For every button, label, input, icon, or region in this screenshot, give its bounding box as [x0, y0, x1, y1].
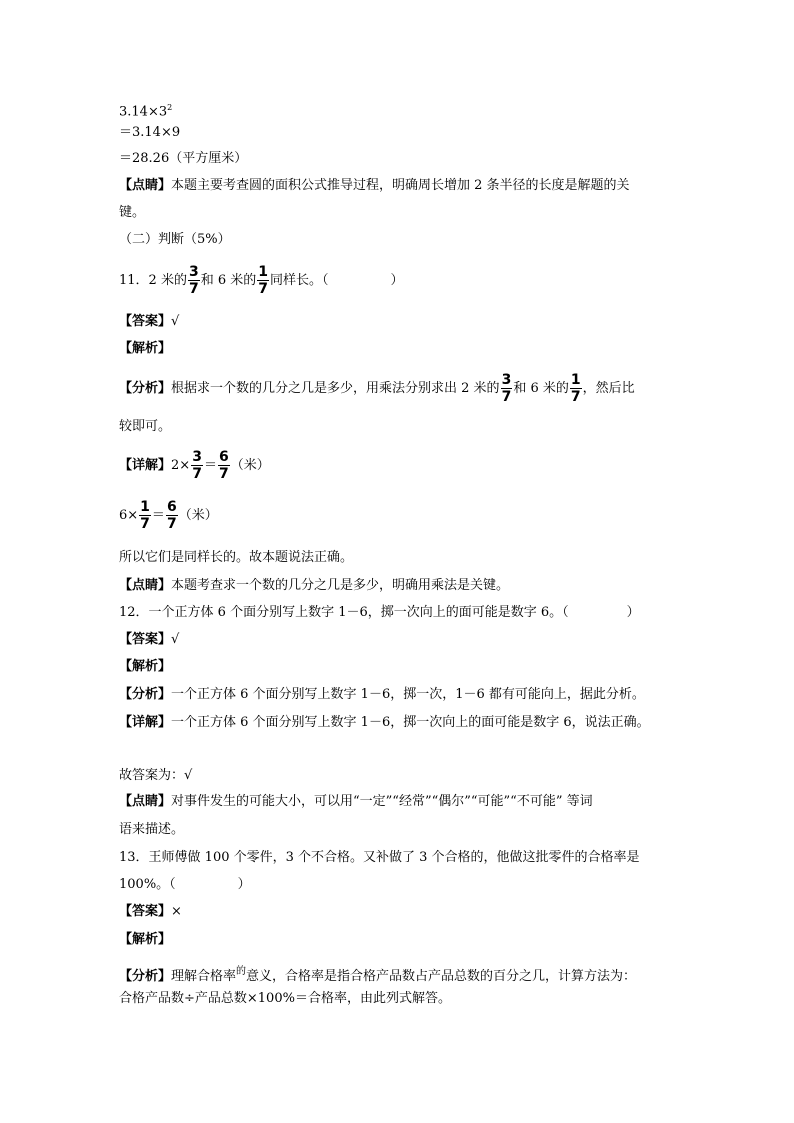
q12-close: ）	[626, 605, 640, 620]
q13-close: ）	[237, 877, 251, 892]
fraction-numerator: 6	[166, 499, 177, 515]
answer-tag: 【答案】	[119, 314, 172, 329]
q11-answer	[119, 314, 179, 330]
q13-question-cont-text: 100%。（	[119, 877, 176, 892]
q11-dianjing-text: 本题考查求一个数的几分之几是多少，明确用乘法是关键。	[171, 578, 510, 593]
fraction-denominator: 7	[140, 516, 150, 532]
q11-close: ）	[390, 273, 404, 288]
q13-analysis	[119, 964, 636, 985]
jiexi-tag: 【解析】	[119, 932, 172, 947]
fraction-1-7	[570, 372, 582, 405]
q11-mid: 和 6 米的	[200, 273, 257, 288]
dianjing-tag: 【点睛】	[119, 794, 172, 809]
q11-detail-2	[119, 497, 218, 535]
q12-dianjing-text: 对事件发生的可能大小，可以用“一定”“经常”“偶尔”“可能”“不可能” 等词	[171, 794, 593, 809]
q11-analysis-suffix: ，然后比	[582, 381, 635, 396]
calc-line-1-base: 3.14×3	[119, 104, 168, 120]
fraction-denominator: 7	[166, 516, 177, 532]
calc-line-1	[119, 100, 172, 120]
fraction-numerator: 1	[570, 372, 581, 388]
q13-answer	[119, 904, 182, 920]
answer-tag: 【答案】	[119, 632, 172, 647]
q13-question: 13．王师傅做 100 个零件，3 个不合格。又补做了 3 个合格的，他做这批零件的合格率是	[119, 850, 640, 865]
q11-analysis-mid: 和 6 米的	[513, 381, 569, 396]
q12-dianjing-cont: 语来描述。	[119, 822, 185, 837]
dianjing-tag: 【点睛】	[119, 578, 172, 593]
fraction-numerator: 6	[218, 449, 229, 465]
answer-check-mark: √	[171, 314, 180, 329]
q13-jiexi	[119, 932, 171, 948]
q13-analysis-raised-char: 的	[236, 966, 247, 977]
xiangjie-tag: 【详解】	[119, 715, 172, 730]
fraction-3-7	[188, 264, 200, 297]
fraction-1-7	[257, 264, 269, 297]
fraction-denominator: 7	[218, 466, 229, 482]
answer-tag: 【答案】	[119, 904, 172, 919]
q10-dianjing	[119, 178, 630, 194]
q11-dianjing	[119, 578, 509, 594]
q12-detail	[119, 715, 650, 731]
q10-dianjing-cont: 键。	[119, 205, 146, 220]
q13-analysis-text-2: 意义，合格率是指合格产品数占产品总数的百分之几，计算方法为：	[246, 969, 637, 984]
calc-line-1-exponent: 2	[167, 103, 173, 112]
fraction-denominator: 7	[501, 389, 512, 405]
q11-conclusion: 所以它们是同样长的。故本题说法正确。	[119, 550, 354, 565]
equals-sign: ＝	[203, 458, 217, 473]
q13-analysis-cont: 合格产品数÷产品总数×100%＝合格率，由此列式解答。	[119, 991, 451, 1006]
fraction-numerator: 1	[140, 499, 150, 515]
dianjing-tag: 【点睛】	[119, 178, 172, 193]
q12-final-answer: 故答案为：√	[119, 768, 193, 783]
jiexi-tag: 【解析】	[119, 659, 172, 674]
section-heading: （二）判断（5%）	[119, 232, 231, 247]
fraction-denominator: 7	[258, 281, 268, 297]
q12-question-text: 12．一个正方体 6 个面分别写上数字 1－6，掷一次向上的面可能是数字 6。（	[119, 605, 569, 620]
fraction-6-7	[166, 499, 178, 532]
q12-jiexi	[119, 659, 171, 675]
fraction-3-7	[191, 449, 203, 482]
q10-dianjing-text: 本题主要考查圆的面积公式推导过程，明确周长增加 2 条半径的长度是解题的关	[171, 178, 630, 193]
fraction-denominator: 7	[570, 389, 581, 405]
fenxi-tag: 【分析】	[119, 969, 172, 984]
q13-analysis-text-1: 理解合格率	[171, 969, 237, 984]
unit-meters: （米）	[230, 458, 270, 473]
q11-prefix: 11．2 米的	[119, 273, 187, 288]
q11-analysis	[119, 370, 635, 408]
unit-meters: （米）	[178, 508, 218, 523]
xiangjie-tag: 【详解】	[119, 458, 172, 473]
fraction-6-7	[218, 449, 230, 482]
q12-analysis	[119, 687, 645, 703]
q11-analysis-prefix: 根据求一个数的几分之几是多少，用乘法分别求出 2 米的	[171, 381, 500, 396]
q13-question-cont	[119, 877, 251, 893]
q11-question	[119, 262, 404, 300]
q11-detail-1	[119, 447, 270, 485]
q11-analysis-cont: 较即可。	[119, 419, 172, 434]
q11-detail-2-prefix: 6×	[119, 508, 139, 523]
fraction-denominator: 7	[192, 466, 202, 482]
jiexi-tag: 【解析】	[119, 341, 172, 356]
fraction-numerator: 3	[192, 449, 202, 465]
answer-check-mark: √	[171, 632, 180, 647]
answer-cross-mark: ×	[171, 904, 182, 919]
calc-line-3: ＝28.26（平方厘米）	[119, 151, 248, 166]
q11-detail-1-prefix: 2×	[171, 458, 191, 473]
q11-suffix: 同样长。（	[270, 273, 329, 288]
q11-jiexi	[119, 341, 171, 357]
q12-answer	[119, 632, 179, 648]
q12-question	[119, 605, 640, 621]
calc-line-2: ＝3.14×9	[119, 125, 181, 140]
fraction-1-7	[139, 499, 151, 532]
fraction-3-7	[501, 372, 513, 405]
fenxi-tag: 【分析】	[119, 687, 172, 702]
fenxi-tag: 【分析】	[119, 381, 172, 396]
fraction-numerator: 1	[258, 264, 268, 280]
q12-dianjing	[119, 794, 593, 810]
q12-analysis-text: 一个正方体 6 个面分别写上数字 1－6，掷一次，1－6 都有可能向上，据此分析。	[171, 687, 645, 702]
fraction-denominator: 7	[188, 281, 199, 297]
fraction-numerator: 3	[501, 372, 512, 388]
q12-detail-text: 一个正方体 6 个面分别写上数字 1－6，掷一次向上的面可能是数字 6，说法正确。	[171, 715, 650, 730]
fraction-numerator: 3	[188, 264, 199, 280]
equals-sign: ＝	[151, 508, 165, 523]
